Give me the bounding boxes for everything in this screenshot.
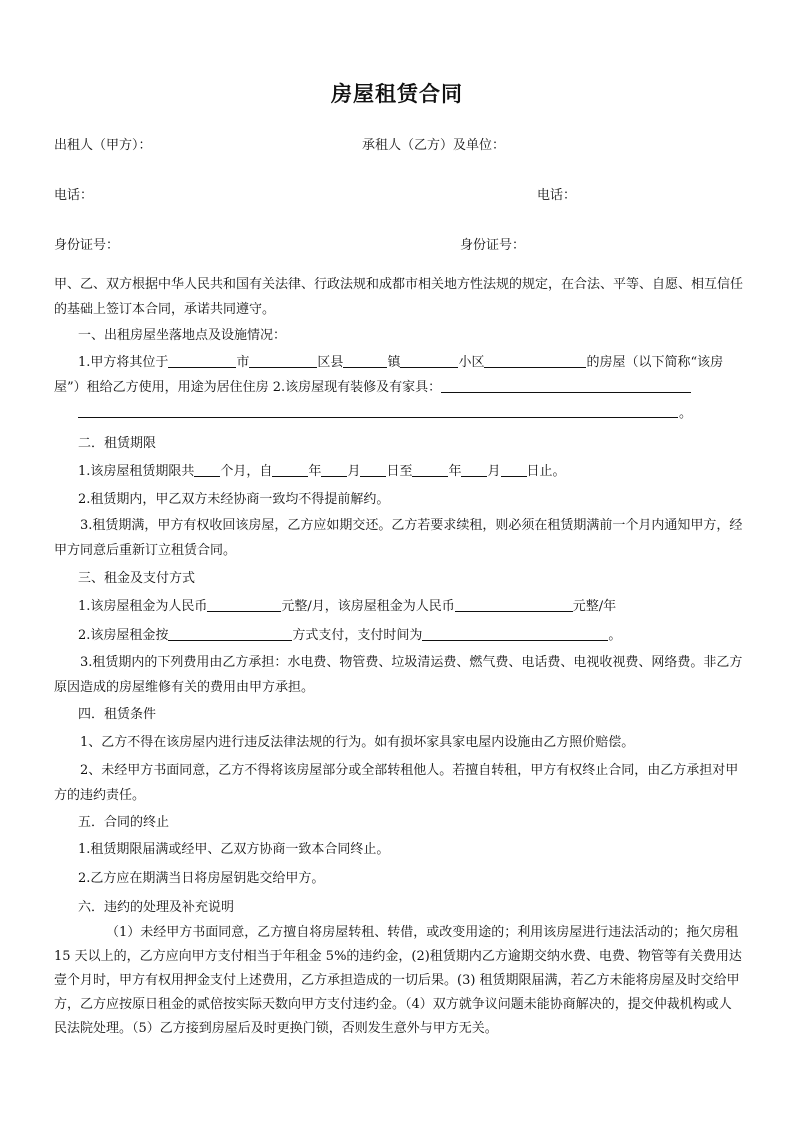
lessee-label: 承租人（乙方）及单位： bbox=[362, 138, 506, 153]
lessee-id-label: 身份证号： bbox=[460, 238, 526, 253]
section-2-heading: 二．租赁期限 bbox=[78, 436, 157, 451]
section-4-heading: 四．租赁条件 bbox=[78, 707, 157, 722]
section-1-paragraph: 1.甲方将其位于 市 区县 镇 小区 的房屋（以下简称“该房屋”）租给乙方使用，用途为居住住房 2.该房屋现有装修及有家具： bbox=[54, 350, 744, 400]
furnishing-line bbox=[78, 417, 678, 418]
section-3-p3: 3.租赁期内的下列费用由乙方承担：水电费、物管费、垃圾清运费、燃气费、电话费、电视收视费、网络费。非乙方原因造成的房屋维修有关的费用由甲方承担。 bbox=[54, 655, 743, 695]
section-4-p2: 2、未经甲方书面同意，乙方不得将该房屋部分或全部转租他人。若擅自转租，甲方有权终止合同，由乙方承担对甲方的违约责任。 bbox=[54, 763, 739, 803]
section-2-p2: 2.租赁期内，甲乙双方未经协商一致均不得提前解约。 bbox=[78, 492, 390, 507]
section-2-p3: 3.租赁期满，甲方有权收回该房屋，乙方应如期交还。乙方若要求续租，则必须在租赁期满前一个月内通知甲方，经甲方同意后重新订立租赁合同。 bbox=[54, 518, 743, 558]
furnishing-end: 。 bbox=[679, 406, 693, 421]
section-2-term: 1.该房屋租赁期限共 个月，自 年 月 日至 年 月 日止。 bbox=[78, 460, 566, 479]
section-3-payment: 2.该房屋租金按 方式支付，支付时间为 。 bbox=[78, 624, 621, 643]
lessee-phone-label: 电话： bbox=[537, 188, 577, 203]
section-4-p1: 1、乙方不得在该房屋内进行违反法律法规的行为。如有损坏家具家电屋内设施由乙方照价赔偿。 bbox=[80, 735, 635, 750]
section-3-heading: 三、租金及支付方式 bbox=[78, 571, 196, 586]
lessor-phone-label: 电话： bbox=[54, 188, 94, 203]
section-3-rent: 1.该房屋租金为人民币 元整/月，该房屋租金为人民币 元整/年 bbox=[78, 595, 616, 614]
section-5-p2: 2.乙方应在期满当日将房屋钥匙交给甲方。 bbox=[78, 871, 325, 886]
section-5-heading: 五．合同的终止 bbox=[78, 815, 170, 830]
page-title: 房屋租赁合同 bbox=[331, 81, 463, 106]
section-5-p1: 1.租赁期限届满或经甲、乙双方协商一致本合同终止。 bbox=[78, 842, 390, 857]
section-6-heading: 六．违约的处理及补充说明 bbox=[78, 900, 235, 915]
section-1-heading: 一、出租房屋坐落地点及设施情况： bbox=[78, 328, 287, 343]
section-6-body: （1）未经甲方书面同意，乙方擅自将房屋转租、转借，或改变用途的；利用该房屋进行违法活动的；拖欠房租 15 天以上的，乙方应向甲方支付相当于年租金 5%的违约金，(2)租赁期内乙方逾期交纳水费、电费、物管等有关费用达壹个月时，甲方有权用押金支付上述费用，乙方承担造成的一切后果。(3) 租赁期限届满，若乙方未能将房屋及时交给甲方，乙方应按原日租金的贰倍按实际天数向甲方支付违约金。（4）双方就争议问题未能协商解决的，提交仲裁机构或人民法院处理。（5）乙方接到房屋后及时更换门锁，否则发生意外与甲方无关。 bbox=[54, 925, 742, 1036]
intro-paragraph: 甲、乙、双方根据中华人民共和国有关法律、行政法规和成都市相关地方性法规的规定，在合法、平等、自愿、相互信任的基础上签订本合同，承诺共同遵守。 bbox=[54, 277, 744, 317]
lessor-id-label: 身份证号： bbox=[54, 238, 120, 253]
lessor-label: 出租人（甲方）： bbox=[54, 138, 152, 153]
